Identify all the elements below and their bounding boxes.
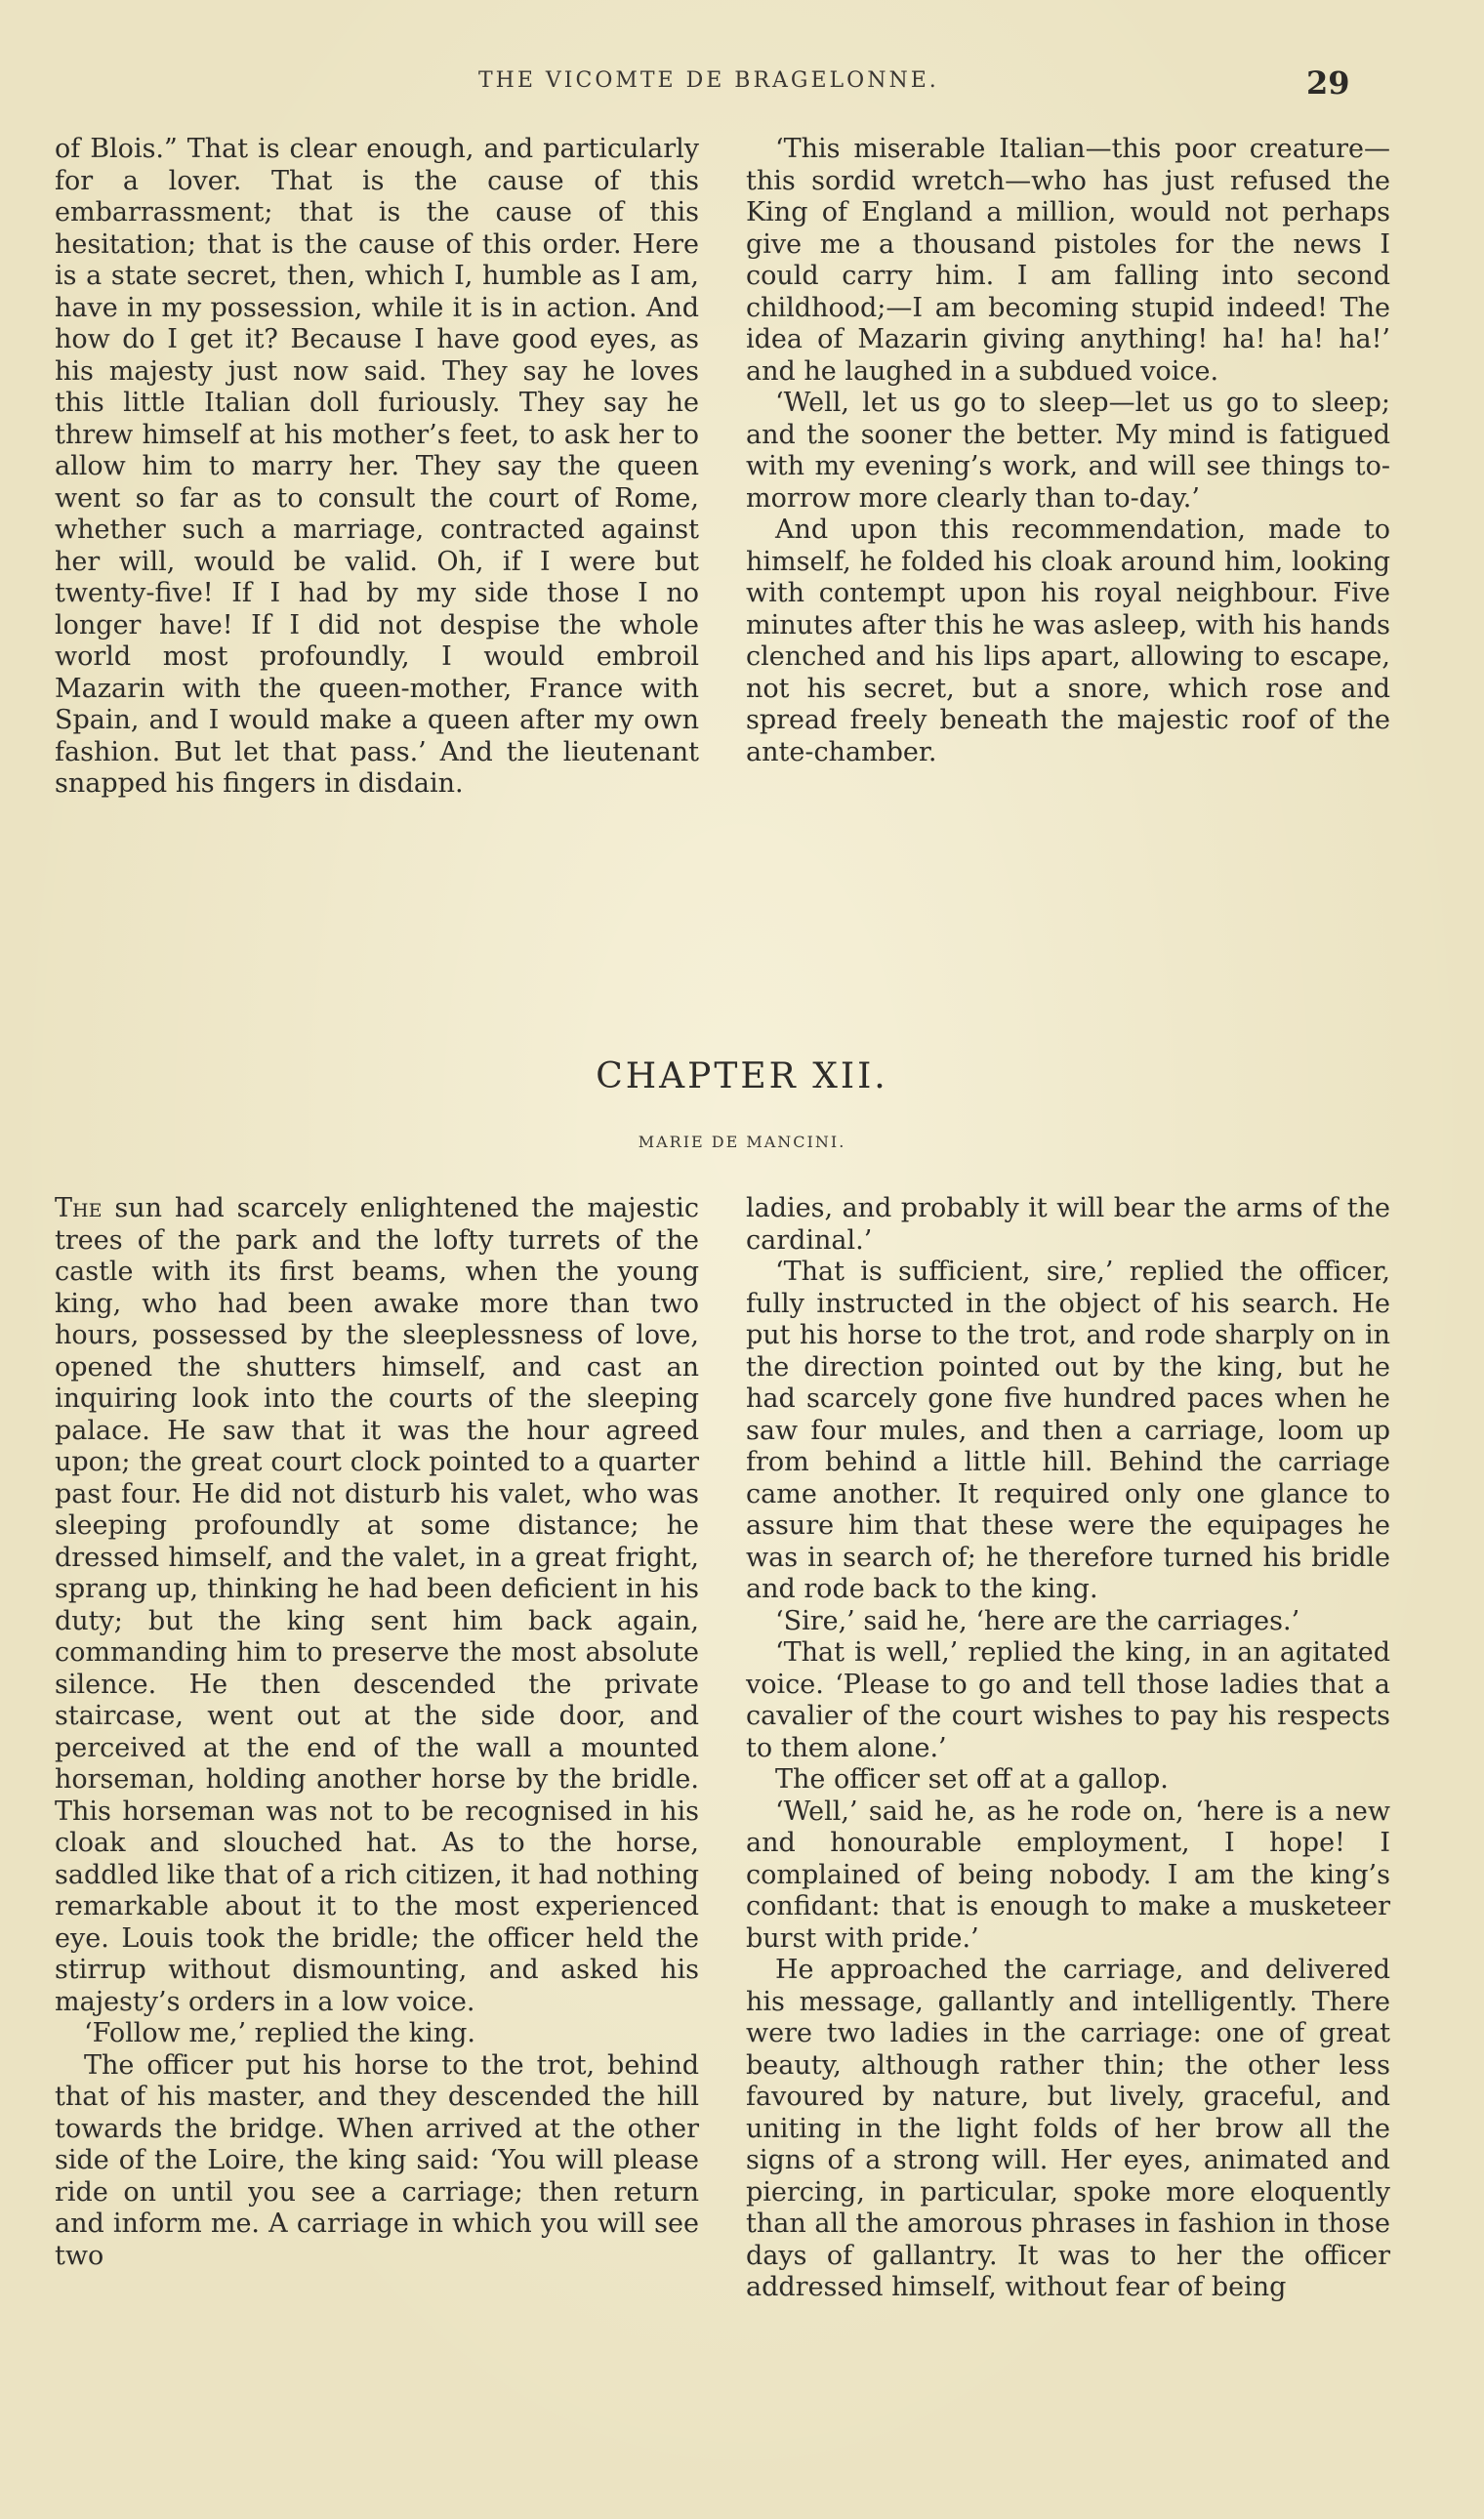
running-title: THE VICOMTE DE BRAGELONNE. (478, 68, 939, 93)
paragraph: ‘That is sufficient, sire,’ replied the officer, fully instructed in the object of his search. He put his horse to the trot, and rode sharply on in the direction pointed out by the king, but he had scarcely gone five hundred paces when he saw four mules, and then a carriage, loom up from behind a little hill. Behind the carriage came another. It required only one glance to assure him that these were the equipages he was in search of; he therefore turned his bridle and rode back to the king. (746, 1257, 1390, 1604)
paragraph: ladies, and probably it will bear the arms of the cardinal.’ (746, 1193, 1390, 1256)
top-left-column (55, 134, 699, 801)
paragraph: ‘This miserable Italian—this poor creature—this sordid wretch—who has just refused the King of England a million, would not perhaps give me a thousand pistoles for the news I could carry him. I am falling into second childhood;—I am becoming stupid indeed! The idea of Mazarin giving anything! ha! ha! ha!’ and he laughed in a subdued voice. (746, 134, 1390, 387)
page-number: 29 (1306, 64, 1350, 102)
bottom-left-column (55, 1193, 699, 2272)
paragraph: of Blois.” That is clear enough, and particularly for a lover. That is the cause of this embarrassment; that is the cause of this hesitation; that is the cause of this order. Here is a state secret, then, which I, humble as I am, have in my possession, while it is in action. And how do I get it? Because I have good eyes, as his majesty just now said. They say he loves this little Italian doll furiously. They say he threw himself at his mother’s feet, to ask her to allow him to marry her. They say the queen went so far as to consult the court of Rome, whether such a marriage, contracted against her will, would be valid. Oh, if I were but twenty-five! If I had by my side those I no longer have! If I did not despise the whole world most profoundly, I would embroil Mazarin with the queen-mother, France with Spain, and I would make a queen after my own fashion. But let that pass.’ And the lieutenant snapped his fingers in disdain. (55, 134, 699, 799)
paragraph: ‘Well,’ said he, as he rode on, ‘here is a new and honourable employment, I hope! I complained of being nobody. I am the king’s confidant: that is enough to make a musketeer burst with pride.’ (746, 1796, 1390, 1954)
top-right-column (746, 134, 1390, 768)
paragraph: ‘That is well,’ replied the king, in an agitated voice. ‘Please to go and tell those ladies that a cavalier of the court wishes to pay his respects to them alone.’ (746, 1637, 1390, 1763)
opening-text: sun had scarcely enlightened the majestic trees of the park and the lofty turrets of the castle with its first beams, when the young king, who had been awake more than two hours, possessed by the sleeplessness of love, opened the shutters himself, and cast an inquiring look into the courts of the sleeping palace. He saw that it was the hour agreed upon; the great court clock pointed to a quarter past four. He did not disturb his valet, who was sleeping profoundly at some distance; he dressed himself, and the valet, in a great fright, sprang up, thinking he had been deficient in his duty; but the king sent him back again, commanding him to preserve the most absolute silence. He then descended the private staircase, went out at the side door, and perceived at the end of the wall a mounted horseman, holding another horse by the bridle. This horseman was not to be recognised in his cloak and slouched hat. As to the horse, saddled like that of a rich citizen, it had nothing remarkable about it to the most experienced eye. Louis took the bridle; the officer held the stirrup without dismounting, and asked his majesty’s orders in a low voice. (55, 1193, 699, 2017)
chapter-title: CHAPTER XII. (596, 1056, 888, 1096)
paragraph: The officer set off at a gallop. (775, 1764, 1169, 1795)
opening-word: The (55, 1193, 103, 1223)
paragraph: ‘Sire,’ said he, ‘here are the carriages.’ (775, 1605, 1300, 1636)
paragraph: ‘Well, let us go to sleep—let us go to sleep; and the sooner the better. My mind is fatigued with my evening’s work, and will see things to-morrow more clearly than to-day.’ (746, 388, 1390, 514)
paragraph-opening (55, 1193, 699, 2018)
paragraph: He approached the carriage, and delivered his message, gallantly and intelligently. There were two ladies in the carriage: one of great beauty, although rather thin; the other less favoured by nature, but lively, graceful, and uniting in the light folds of her brow all the signs of a strong will. Her eyes, animated and piercing, in particular, spoke more eloquently than all the amorous phrases in fashion in those days of gallantry. It was to her the officer addressed himself, without fear of being (746, 1955, 1390, 2302)
paragraph: ‘Follow me,’ replied the king. (84, 2018, 475, 2048)
running-head (0, 64, 1484, 113)
paragraph: The officer put his horse to the trot, behind that of his master, and they descended the hill towards the bridge. When arrived at the other side of the Loire, the king said: ‘You will please ride on until you see a carriage; then return and inform me. A carriage in which you will see two (55, 2049, 699, 2271)
bottom-right-column (746, 1193, 1390, 2304)
paragraph: And upon this recommendation, made to himself, he folded his cloak around him, looking with contempt upon his royal neighbour. Five minutes after this he was asleep, with his hands clenched and his lips apart, allowing to escape, not his secret, but a snore, which rose and spread freely beneath the majestic roof of the ante-chamber. (746, 515, 1390, 767)
chapter-subtitle: MARIE DE MANCINI. (638, 1133, 846, 1151)
